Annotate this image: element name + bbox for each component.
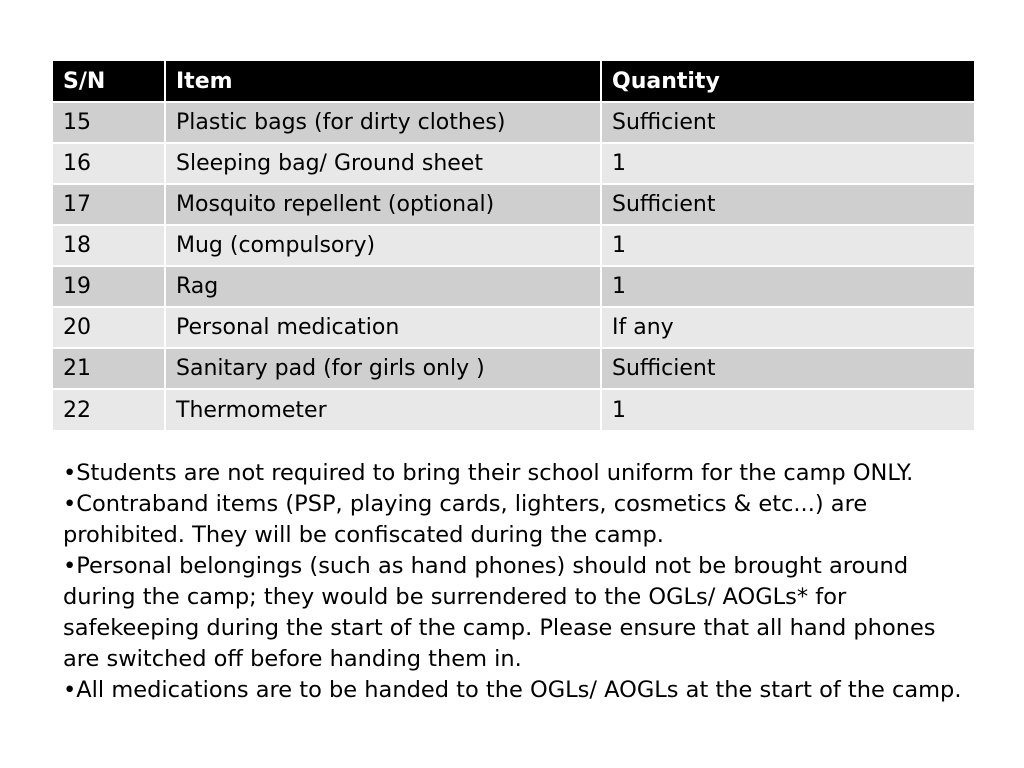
table-row — [53, 348, 974, 389]
note-item: •All medications are to be handed to the OGLs/ AOGLs at the start of the camp. — [63, 677, 962, 703]
cell-sn: 20 — [53, 307, 165, 348]
header-quantity: Quantity — [601, 61, 974, 102]
cell-sn: 16 — [53, 143, 165, 184]
note-item: •Students are not required to bring their school uniform for the camp ONLY. — [63, 460, 914, 486]
cell-sn: 19 — [53, 266, 165, 307]
table-row — [53, 184, 974, 225]
cell-sn: 15 — [53, 102, 165, 143]
cell-item: Rag — [165, 266, 601, 307]
cell-item: Mug (compulsory) — [165, 225, 601, 266]
cell-item: Mosquito repellent (optional) — [165, 184, 601, 225]
cell-sn: 17 — [53, 184, 165, 225]
header-item: Item — [165, 61, 601, 102]
cell-quantity: 1 — [601, 143, 974, 184]
cell-quantity: Sufficient — [601, 184, 974, 225]
cell-quantity: 1 — [601, 266, 974, 307]
cell-quantity: Sufficient — [601, 348, 974, 389]
cell-quantity: Sufficient — [601, 102, 974, 143]
cell-item: Thermometer — [165, 389, 601, 430]
note-item: •Contraband items (PSP, playing cards, lighters, cosmetics & etc...) are prohibited. They will be confiscated during the camp. — [63, 491, 868, 548]
packing-list-table — [53, 61, 974, 430]
table-row — [53, 225, 974, 266]
note-item: •Personal belongings (such as hand phones) should not be brought around during the camp; they would be surrendered to the OGLs/ AOGLs* for safekeeping during the start of the camp. Please ensure that all hand phones are switched off before handing them in. — [63, 553, 936, 672]
cell-sn: 18 — [53, 225, 165, 266]
table-row — [53, 102, 974, 143]
cell-item: Sleeping bag/ Ground sheet — [165, 143, 601, 184]
table-row — [53, 143, 974, 184]
cell-quantity: 1 — [601, 225, 974, 266]
table-row — [53, 389, 974, 430]
table-row — [53, 266, 974, 307]
notes-list — [63, 458, 963, 706]
cell-sn: 22 — [53, 389, 165, 430]
header-sn: S/N — [53, 61, 165, 102]
cell-item: Personal medication — [165, 307, 601, 348]
table-header-row — [53, 61, 974, 102]
cell-item: Sanitary pad (for girls only ) — [165, 348, 601, 389]
cell-quantity: 1 — [601, 389, 974, 430]
cell-sn: 21 — [53, 348, 165, 389]
cell-item: Plastic bags (for dirty clothes) — [165, 102, 601, 143]
table-row — [53, 307, 974, 348]
cell-quantity: If any — [601, 307, 974, 348]
